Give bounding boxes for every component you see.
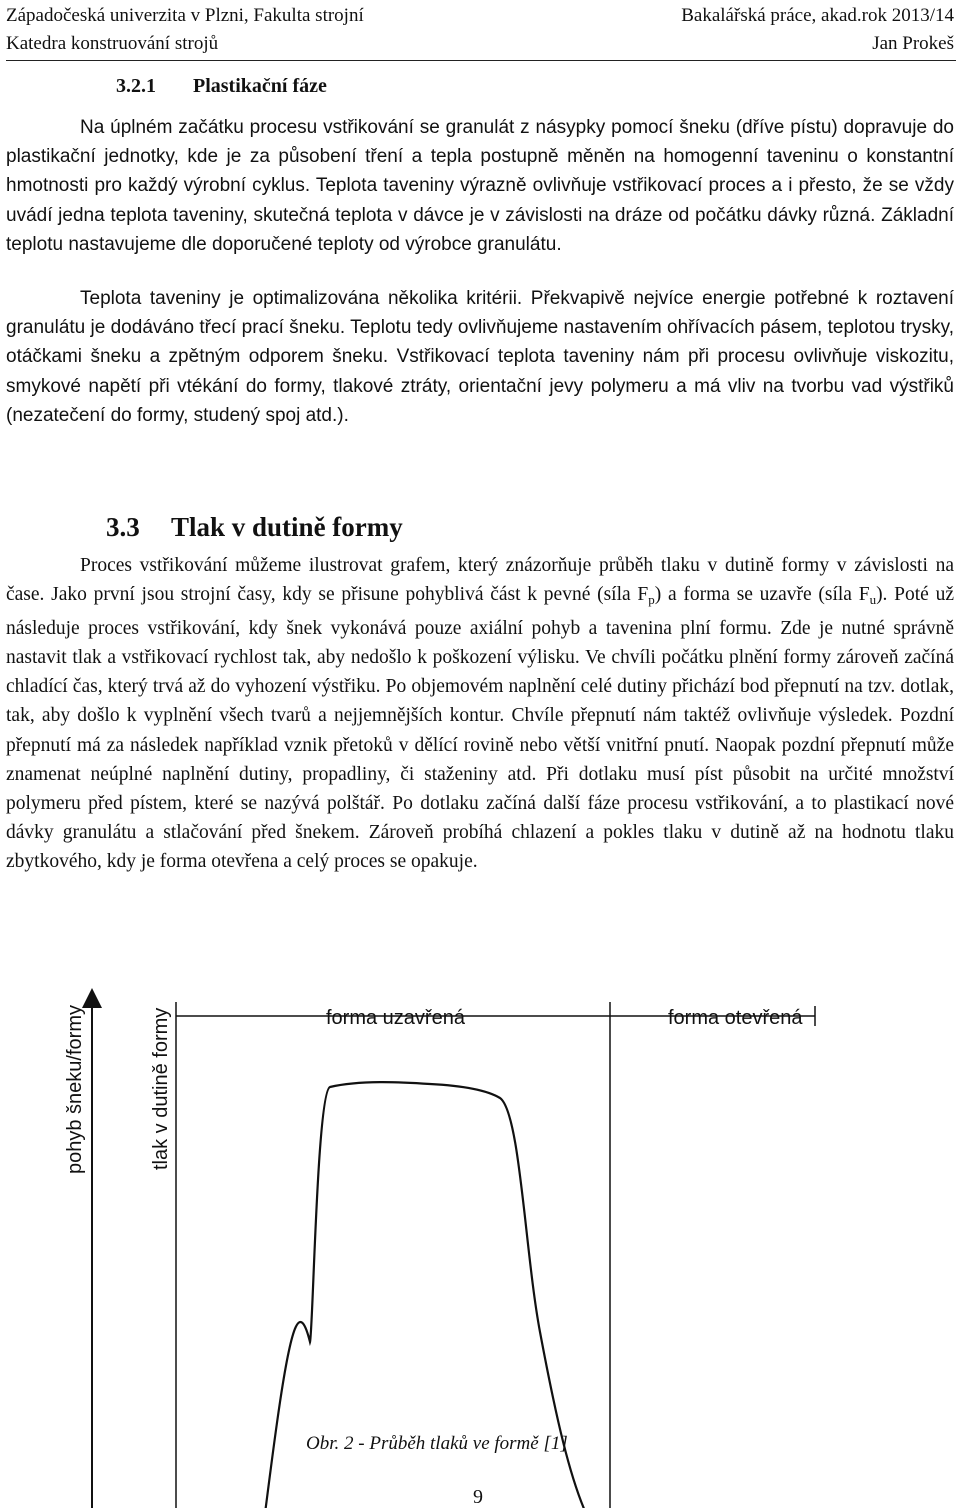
screw-mold-axis-label: pohyb šneku/formy: [64, 1005, 86, 1174]
section-321-number: 3.2.1: [116, 75, 156, 97]
paragraph-plasticizing-2: Teplota taveniny je optimalizována několika kritérii. Překvapivě nejvíce energie potřebné k roztavení granulátu je dodáváno třecí prací šneku. Teplotu tedy ovlivňujeme nastavením ohřívacích pásem, teplotou trysky, otáčkami šneku a zpětným odporem šneku. Vstřikovací teplota taveniny nám při procesu ovlivňuje viskozitu, smykové napětí při vtékání do formy, tlakové ztráty, orientační jevy polymeru a má vliv na tvorbu vad výstřiků (nezatečení do formy, studený spoj atd.).: [6, 288, 954, 426]
cavity-pressure-axis-label: tlak v dutině formy: [150, 1007, 172, 1170]
paragraph-part-b: ) a forma se uzavře (síla F: [654, 584, 870, 606]
header-thesis-info: Bakalářská práce, akad.rok 2013/14: [681, 5, 954, 26]
mold-open-label: forma otevřená: [668, 1007, 803, 1029]
force-p-subscript: p: [648, 592, 655, 608]
header-university: Západočeská univerzita v Plzni, Fakulta strojní: [6, 5, 364, 26]
page-number: 9: [473, 1486, 483, 1508]
force-u-subscript: u: [869, 592, 877, 608]
paragraph-plasticizing-1: Na úplném začátku procesu vstřikování se granulát z násypky pomocí šneku (dříve pístu) dopravuje do plastikační jednotky, kde je za působení tření a tepla postupně měněn na homogenní taveninu o konstantní hmotnosti pro každý výrobní cyklus. Teplota taveniny výrazně ovlivňuje vstřikovací proces a i přesto, že se vždy uvádí jedna teplota taveniny, skutečná teplota v dávce je v závislosti na dráze od počátku dávky různá. Základní teplotu nastavujeme dle doporučené teploty od výrobce granulátu.: [6, 117, 954, 255]
section-33-title: Tlak v dutině formy: [171, 512, 403, 542]
mold-closed-label: forma uzavřená: [326, 1007, 465, 1029]
header-department: Katedra konstruování strojů: [6, 33, 219, 54]
paragraph-part-c: ). Poté už následuje proces vstřikování, kdy šnek vykonává pouze axiální pohyb a tavenina plní formu. Zde je nutné správně nastavit tlak a vstřikovací rychlost tak, aby nedošlo k poškození výlisku. Ve chvíli počátku plnění formy zároveň začíná chladící čas, který trvá až do vyhození výstřiku. Po objemovém naplnění celé dutiny přichází bod přepnutí na tzv. dotlak, tak, aby došlo k vyplnění všech tvarů a nejjemnějších kontur. Chvíle přepnutí nám taktéž ovlivňuje výsledek. Pozdní přepnutí má za následek například vznik přetoků v dělící rovině nebo větší vnitřní pnutí. Naopak pozdní přepnutí může znamenat neúplné naplnění dutiny, propadliny, či staženiny atd. Při dotlaku musí píst působit na určité množství polymeru před pístem, které se nazývá polštář. Po dotlaku začíná další fáze procesu vstřikování, a to plastikací nové dávky granulátu a stlačování před šnekem. Zároveň probíhá chlazení a pokles tlaku v dutině až na hodnotu tlaku zbytkového, kdy je forma otevřena a celý proces se opakuje.: [6, 584, 954, 872]
header-author: Jan Prokeš: [872, 33, 954, 54]
section-321-title: Plastikační fáze: [193, 75, 327, 97]
paragraph-part-a: Proces vstřikování můžeme ilustrovat grafem, který znázorňuje průběh tlaku v dutině formy v závislosti na čase. Jako první jsou strojní časy, kdy se přisune pohyblivá část k pevné (síla F: [6, 555, 954, 606]
section-33-number: 3.3: [106, 512, 140, 542]
figure-caption: Obr. 2 - Průběh tlaků ve formě [1]: [306, 1433, 568, 1454]
